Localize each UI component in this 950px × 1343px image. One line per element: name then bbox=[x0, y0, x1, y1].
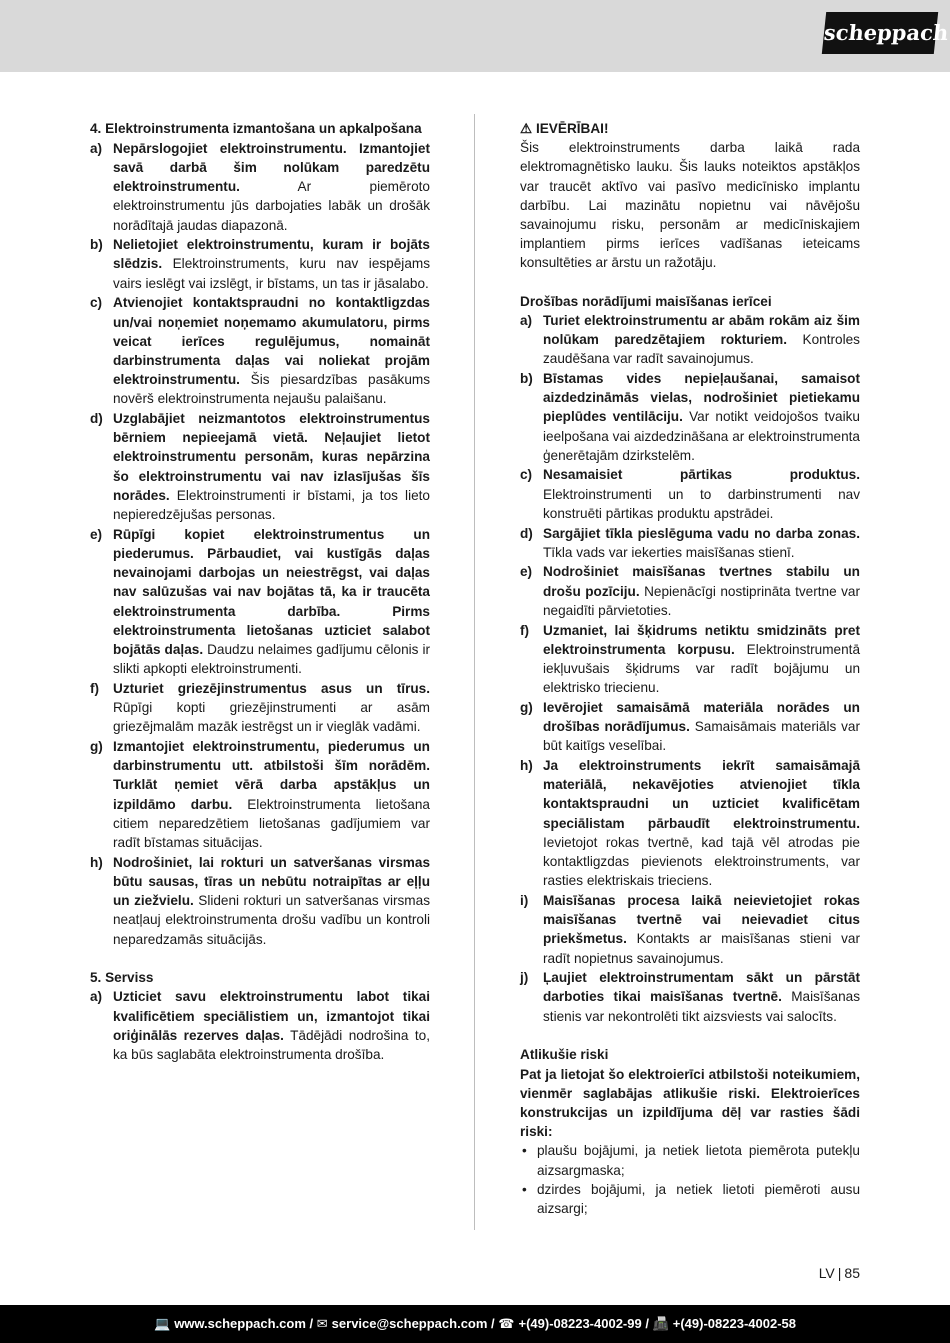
item-text bbox=[113, 987, 430, 1064]
footer-website[interactable]: www.scheppach.com bbox=[174, 1316, 306, 1331]
item-bold-text: Uzglabājiet neizmantotos elektroinstrumentus bērniem nepieejamā vietā. Neļaujiet lietot elektroinstrumentu personām, kuras nepārzina šo elektroinstrumentu vai nav izlasījušas šīs norādes. bbox=[113, 411, 430, 503]
item-bold-text: Bīstamas vides nepieļaušanai, samaisot aizdedzināmās vielas, nodrošiniet pietiekamu pieplūdes ventilāciju. bbox=[543, 370, 860, 425]
page-language: LV bbox=[818, 1265, 835, 1281]
list-item bbox=[90, 139, 430, 235]
item-bold-text: Nodrošiniet maisīšanas tvertnes stabilu un drošu pozīciju. bbox=[543, 564, 860, 599]
residual-risks-intro: Pat ja lietojat šo elektroierīci atbilstoši noteikumiem, vienmēr saglabājas atlikušie riski. Elektroierīces konstrukcijas un izpildījuma dēļ var rasties šādi riski: bbox=[520, 1066, 860, 1140]
item-regular-text: Elektroinstrumenta lietošana citiem neparedzētiem lietošanas gadījumiem var radīt bīstamas situācijas. bbox=[113, 796, 430, 851]
item-bold-text: Izmantojiet elektroinstrumentu, piederumus un darbinstrumentu utt. atbilstoši šīm norādēm. Turklāt ņemiet vērā darba apstākļus un izpildāmo darbu. bbox=[113, 739, 430, 812]
item-bold-text: Ļaujiet elektroinstrumentam sākt un pārstāt darboties tikai maisīšanas tvertnē. bbox=[543, 970, 860, 1005]
risk-text: dzirdes bojājumi, ja netiek lietoti piemēroti ausu aizsargi; bbox=[537, 1181, 860, 1216]
list-item bbox=[520, 311, 860, 369]
right-column bbox=[520, 119, 860, 1218]
item-regular-text: Daudzu nelaimes gadījumu cēlonis ir slikti apkopti elektroinstrumenti. bbox=[113, 641, 430, 677]
header-bar bbox=[0, 0, 950, 72]
item-bold-text: Uzmaniet, lai šķidrums netiktu smidzināts pret elektroinstrumenta korpusu. bbox=[543, 622, 860, 657]
item-text bbox=[113, 409, 430, 524]
item-regular-text: Kontakts ar maisīšanas stieni var radīt nopietnus savainojumus. bbox=[543, 931, 860, 966]
item-label: e) bbox=[90, 526, 103, 542]
mixer-safety-list bbox=[520, 311, 860, 1026]
item-bold-text: Nelietojiet elektroinstrumentu, kuram ir bojāts slēdzis. bbox=[113, 237, 430, 272]
item-bold-text: Ja elektroinstruments iekrīt samaisāmajā materiālā, nekavējoties atvienojiet tīkla kontaktspraudni un uzticiet kvalificētam speciālistam pārbaudīt elektroinstrumentu. bbox=[543, 758, 860, 831]
section-5-title: 5. Serviss bbox=[90, 970, 154, 986]
list-item bbox=[90, 853, 430, 949]
item-regular-text: Elektroinstruments, kuru nav iespējams vairs ieslēgt vai izslēgt, ir bīstams, un tas ir jāsalabo. bbox=[113, 256, 430, 291]
item-bold-text: Turiet elektroinstrumentu ar abām rokām aiz šim nolūkam paredzētajiem rokturiem. bbox=[543, 312, 860, 348]
footer-bar: 💻 www.scheppach.com / ✉ service@scheppach.com / ☎ +(49)-08223-4002-99 / 📠 +(49)-08223-4002-58 bbox=[0, 1305, 950, 1343]
item-regular-text: Var notikt veidojošos tvaiku ieelpošana vai aizdedzināšana ar elektroinstrumenta ģenerētajām dzirkstelēm. bbox=[543, 409, 860, 463]
item-text bbox=[543, 311, 860, 369]
mail-icon: ✉ bbox=[316, 1316, 328, 1331]
item-label: g) bbox=[520, 699, 533, 715]
list-item bbox=[90, 987, 430, 1064]
item-text bbox=[113, 853, 430, 949]
list-item bbox=[90, 293, 430, 408]
item-label: d) bbox=[90, 411, 103, 427]
item-text bbox=[113, 737, 430, 852]
bullet-icon: • bbox=[522, 1143, 527, 1159]
item-label: c) bbox=[520, 467, 533, 483]
item-label: a) bbox=[90, 140, 103, 156]
item-bold-text: Maisīšanas procesa laikā neievietojiet rokas maisīšanas tvertnē vai neievadiet citus priekšmetus. bbox=[543, 892, 860, 947]
risk-item bbox=[520, 1141, 860, 1179]
item-regular-text: Kontroles zaudēšana var radīt savainojumus. bbox=[543, 332, 860, 367]
item-regular-text: Ievietojot rokas tvertnē, kad tajā vēl atrodas pie kontaktligzdas pievienots elektroinstruments, var rasties elektriskais trieciens. bbox=[543, 834, 860, 889]
section-heading bbox=[90, 119, 430, 138]
list-item bbox=[520, 369, 860, 465]
item-label: e) bbox=[520, 564, 533, 580]
item-bold-text: Nepārslogojiet elektroinstrumentu. Izmantojiet savā darbā šim nolūkam paredzētu elektroinstrumentu. bbox=[113, 140, 430, 195]
item-text bbox=[543, 756, 860, 890]
risk-text: plaušu bojājumi, ja netiek lietota piemērota putekļu aizsargmaska; bbox=[537, 1143, 860, 1178]
residual-risks-list bbox=[520, 1141, 860, 1218]
list-item bbox=[90, 525, 430, 679]
scheppach-logo: scheppach bbox=[822, 12, 938, 54]
column-divider bbox=[474, 114, 475, 1230]
item-label: f) bbox=[90, 680, 100, 696]
item-bold-text: Atvienojiet kontaktspraudni no kontaktligzdas un/vai noņemiet noņemamo akumulatoru, pirms veicat ierīces regulējumus, nomaināt darbinstrumenta daļas vai noliekat projām elektroinstrumentu. bbox=[113, 295, 430, 388]
list-item bbox=[90, 679, 430, 737]
item-label: b) bbox=[520, 370, 533, 386]
item-label: f) bbox=[520, 622, 530, 638]
footer-phone: +(49)-08223-4002-99 bbox=[518, 1316, 642, 1331]
footer-email[interactable]: service@scheppach.com bbox=[331, 1316, 488, 1331]
footer-fax: +(49)-08223-4002-58 bbox=[672, 1316, 796, 1331]
item-label: b) bbox=[90, 237, 103, 253]
item-label: g) bbox=[90, 739, 103, 754]
item-bold-text: Uzticiet savu elektroinstrumentu labot tikai kvalificētiem speciālistiem un, izmantojot tikai oriģinālās rezerves daļas. bbox=[113, 989, 430, 1043]
bullet-icon: • bbox=[522, 1181, 527, 1197]
list-item bbox=[520, 698, 860, 756]
list-item bbox=[90, 235, 430, 293]
list-item bbox=[90, 409, 430, 524]
section-4-list bbox=[90, 139, 430, 949]
item-text bbox=[113, 679, 430, 737]
item-text bbox=[543, 524, 860, 562]
item-regular-text: Tīkla vads var iekerties maisīšanas stienī. bbox=[543, 544, 795, 560]
item-regular-text: Ar piemēroto elektroinstrumentu jūs darbojaties labāk un drošāk norādītajā jaudas diapazonā. bbox=[113, 179, 430, 233]
item-regular-text: Elektroinstrumenti un to darbinstrumenti nav konstruēti pārtikas produktu apstrādei. bbox=[543, 486, 860, 521]
item-regular-text: Elektroinstrumentā iekļuvušais šķidrums var radīt bojājumu un elektrisko triecienu. bbox=[543, 641, 861, 696]
warning-text: Šis elektroinstruments darba laikā rada elektromagnētisko lauku. Šis lauks noteiktos apstākļos var traucēt aktīvo vai pasīvo medicīnisko implantu darbību. Lai mazinātu nopietnu vai nāvējošu savainojumu risku, personām ar medicīniskajiem implantiem pirms ierīces vadīšanas ieteicams konsultēties ar ārstu un ražotāju. bbox=[520, 140, 860, 271]
item-regular-text: Tādējādi nodrošina to, ka būs saglabāta elektroinstrumenta drošība. bbox=[113, 1027, 430, 1063]
item-text bbox=[543, 562, 860, 620]
fax-icon: 📠 bbox=[652, 1316, 669, 1331]
item-text bbox=[113, 293, 430, 408]
item-regular-text: Šis piesardzības pasākums novērš elektroinstrumenta nejaušu palaišanu. bbox=[113, 372, 430, 407]
page-number-value: 85 bbox=[844, 1265, 860, 1281]
list-item bbox=[520, 756, 860, 890]
list-item bbox=[90, 737, 430, 852]
item-text bbox=[543, 968, 860, 1026]
item-label: a) bbox=[90, 989, 103, 1005]
item-label: a) bbox=[520, 312, 533, 328]
list-item bbox=[520, 621, 860, 698]
item-label: j) bbox=[520, 970, 529, 986]
mixer-safety-title: Drošības norādījumi maisīšanas ierīcei bbox=[520, 293, 772, 309]
item-label: c) bbox=[90, 295, 103, 311]
list-item bbox=[520, 891, 860, 968]
risk-item bbox=[520, 1180, 860, 1218]
list-item bbox=[520, 465, 860, 523]
item-label: d) bbox=[520, 525, 533, 541]
item-bold-text: Rūpīgi kopiet elektroinstrumentus un piederumus. Pārbaudiet, vai kustīgās daļas nevainojami darbojas un neiestrēgst, vai daļas nav salūzušas vai nav bojātas tā, ka ir traucēta elektroinstrumenta darbība. Pirms elektroinstrumenta lietošanas uzticiet salabot bojātās daļas. bbox=[113, 526, 430, 657]
item-text bbox=[543, 698, 860, 756]
item-text bbox=[113, 235, 430, 293]
item-text bbox=[543, 621, 860, 698]
item-regular-text: Nepienācīgi nostiprināta tvertne var negaidīti pārvietoties. bbox=[543, 583, 860, 618]
item-regular-text: Maisīšanas stienis var nekontrolēti tikt aizsviests vai salocīts. bbox=[543, 989, 860, 1024]
item-regular-text: Elektroinstrumenti ir bīstami, ja tos lieto nepieredzējušas personas. bbox=[113, 487, 430, 523]
item-bold-text: Nesamaisiet pārtikas produktus. bbox=[543, 467, 860, 483]
list-item bbox=[520, 562, 860, 620]
item-text bbox=[543, 369, 860, 465]
residual-risks-title: Atlikušie riski bbox=[520, 1047, 609, 1063]
list-item bbox=[520, 968, 860, 1026]
list-item bbox=[520, 524, 860, 562]
item-bold-text: Ievērojiet samaisāmā materiāla norādes un drošības norādījumus. bbox=[543, 699, 860, 735]
item-label: i) bbox=[520, 892, 529, 908]
phone-icon: ☎ bbox=[498, 1316, 515, 1331]
item-bold-text: Nodrošiniet, lai rokturi un satveršanas virsmas būtu sausas, tīras un nebūtu notraipītas ar eļļu un ziežvielu. bbox=[113, 854, 430, 909]
item-bold-text: Uzturiet griezējinstrumentus asus un tīrus. bbox=[113, 680, 430, 696]
item-bold-text: Sargājiet tīkla pieslēguma vadu no darba zonas. bbox=[543, 525, 860, 541]
left-column bbox=[90, 119, 430, 1065]
item-regular-text: Samaisāmais materiāls var būt kaitīgs veselībai. bbox=[543, 719, 861, 754]
item-regular-text: Rūpīgi kopti griezējinstrumenti ar asām griezējmalām mazāk iestrēgst un ir vieglāk vadāmi. bbox=[113, 700, 430, 735]
section-4-title: 4. Elektroinstrumenta izmantošana un apkalpošana bbox=[90, 121, 422, 136]
section-5-list bbox=[90, 987, 430, 1064]
item-regular-text: Slideni rokturi un satveršanas virsmas neatļauj elektroinstrumenta drošu vadību un kontroli neparedzamās situācijās. bbox=[113, 893, 430, 947]
computer-icon: 💻 bbox=[154, 1316, 171, 1331]
item-text bbox=[113, 139, 430, 235]
page-number: LV | 85 bbox=[818, 1265, 860, 1281]
item-label: h) bbox=[90, 854, 103, 870]
item-label: h) bbox=[520, 758, 533, 773]
item-text bbox=[113, 525, 430, 679]
warning-title: ⚠ IEVĒRĪBAI! bbox=[520, 121, 609, 136]
item-text bbox=[543, 891, 860, 968]
item-text bbox=[543, 465, 860, 523]
